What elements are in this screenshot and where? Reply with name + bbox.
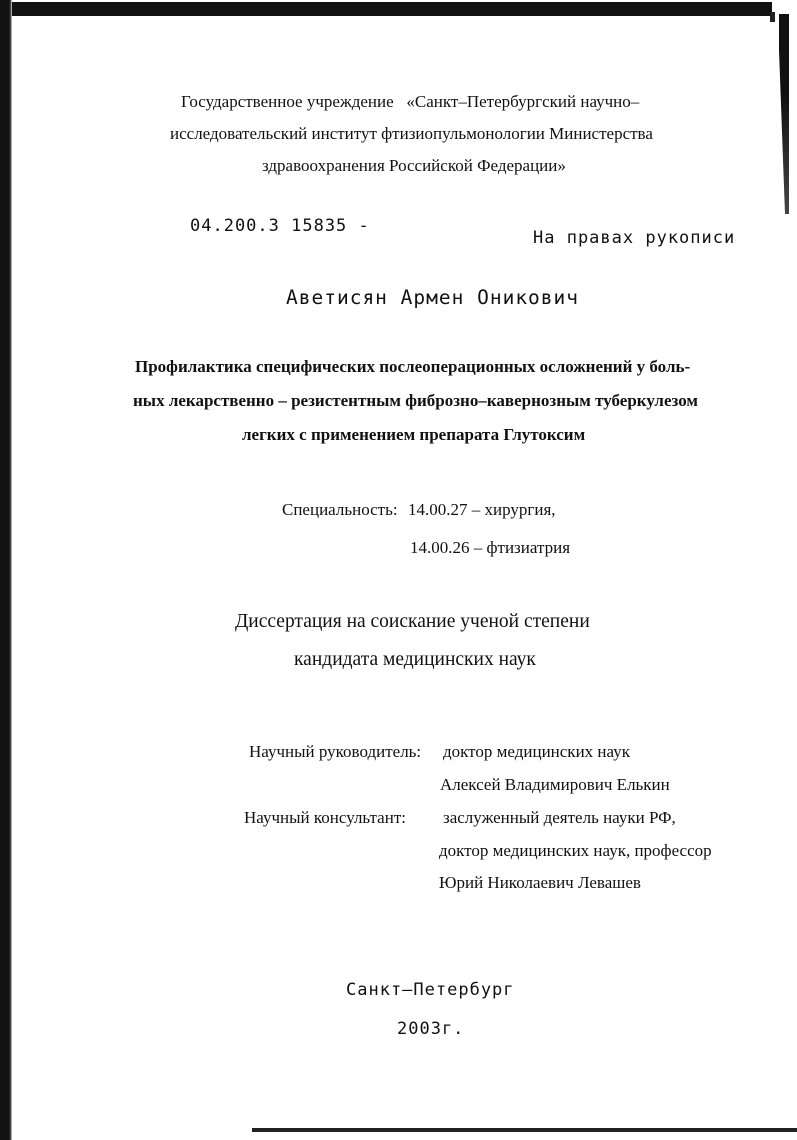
consultant-label: Научный консультант:	[244, 808, 406, 827]
consultant-title: заслуженный деятель науки РФ,	[443, 808, 676, 827]
institution-line-2: исследовательский институт фтизиопульмонологии Министерства	[170, 124, 653, 143]
scan-line-bottom	[252, 1128, 797, 1132]
dissertation-degree-line-2: кандидата медицинских наук	[294, 649, 536, 670]
specialty-item-2: 14.00.26 – фтизиатрия	[410, 538, 571, 557]
dissertation-degree-line-1: Диссертация на соискание ученой степени	[235, 611, 590, 632]
supervisor-degree: доктор медицинских наук	[443, 742, 630, 761]
scan-border-top	[12, 2, 772, 16]
institution-line-1: Государственное учреждение «Санкт–Петербургский научно–	[181, 92, 640, 111]
registration-number-stamp: 04.200.3 15835 -	[190, 216, 370, 236]
dissertation-title-line-3: легких с применением препарата Глутоксим	[242, 425, 586, 444]
supervisor-label: Научный руководитель:	[249, 742, 422, 761]
dissertation-title-line-1: Профилактика специфических послеоперационных осложнений у боль-	[135, 357, 691, 376]
consultant-degree: доктор медицинских наук, профессор	[439, 841, 712, 860]
scan-mark-right	[779, 14, 789, 214]
specialty-item-1: 14.00.27 – хирургия,	[408, 500, 556, 519]
city: Санкт–Петербург	[346, 980, 515, 1000]
institution-line-3: здравоохранения Российской Федерации»	[262, 156, 566, 175]
dissertation-title-line-2: ных лекарственно – резистентным фиброзно–кавернозным туберкулезом	[133, 391, 698, 410]
year: 2003г.	[397, 1019, 465, 1039]
manuscript-rights: На правах рукописи	[533, 228, 736, 248]
specialty-label: Специальность:	[282, 500, 398, 519]
scan-mark-right-tip	[770, 12, 775, 22]
consultant-name: Юрий Николаевич Левашев	[439, 873, 641, 892]
author-name: Аветисян Армен Оникович	[286, 286, 580, 309]
supervisor-name: Алексей Владимирович Елькин	[440, 775, 670, 794]
scan-border-left	[0, 0, 12, 1140]
